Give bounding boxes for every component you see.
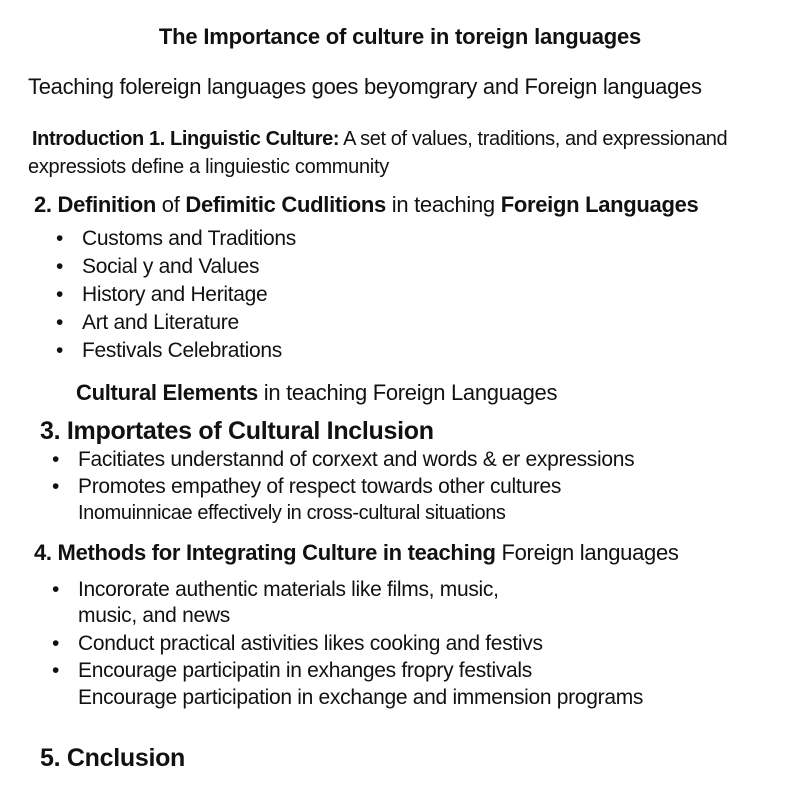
intro-line: [32, 128, 727, 151]
list-item-text: Festivals Celebrations: [82, 339, 282, 362]
list-item: [52, 578, 752, 604]
list-item-text: Social y and Values: [82, 255, 260, 278]
intro-heading: Introduction 1. Linguistic Culture:: [32, 128, 340, 150]
list-item: [56, 339, 296, 367]
bullet-icon: •: [52, 578, 60, 601]
bullet-icon: •: [52, 448, 60, 471]
section-2-number: 2. Definition: [34, 192, 156, 217]
list-item: [52, 632, 752, 659]
bullet-icon: •: [52, 632, 60, 655]
bullet-icon: •: [56, 339, 64, 362]
list-item: [56, 311, 296, 339]
list-item: [52, 475, 634, 502]
list-item-text: Encourage participation in exchange and immension programs: [78, 686, 644, 709]
cultural-elements-term: Cultural Elements: [76, 380, 258, 405]
list-item: [52, 659, 752, 686]
page-title: The Importance of culture in toreign languages: [158, 24, 642, 49]
section-2-context: in teaching: [385, 192, 501, 217]
subtitle: Teaching folereign languages goes beyomgrary and Foreign languages: [28, 74, 702, 99]
list-item-text: Facitiates understannd of corxext and words & er expressions: [78, 448, 635, 471]
section-4-subject: Foreign languages: [495, 540, 679, 565]
section-4-title: 4. Methods for Integrating Culture in teaching: [34, 540, 496, 565]
list-item-text: music, and news: [78, 604, 230, 627]
list-item-text: Encourage participatin in exhanges fropry festivals: [78, 659, 532, 682]
list-item-text: Conduct practical astivities likes cooking and festivs: [78, 632, 543, 655]
section-2-term: Defimitic Cudlitions: [185, 192, 386, 217]
section-4-heading: [34, 540, 679, 566]
list-item: [56, 255, 296, 283]
intro-continuation: expressiots define a linguiestic community: [28, 156, 389, 178]
list-item: [56, 227, 296, 255]
list-item-text: Incororate authentic materials like films, music,: [78, 578, 499, 601]
section-3-continuation: Inomuinnicae effectively in cross-cultural situations: [78, 502, 506, 524]
section-2-heading: [34, 192, 699, 218]
section-2-list: [56, 227, 296, 367]
list-item-continuation: [52, 604, 752, 632]
bullet-icon: •: [56, 283, 64, 306]
bullet-icon: •: [52, 659, 60, 682]
intro-text: A set of values, traditions, and expressionand: [339, 128, 728, 150]
section-4-list: [52, 578, 752, 713]
cultural-elements-text: in teaching Foreign Languages: [257, 380, 558, 405]
section-2-subject: Foreign Languages: [500, 192, 699, 217]
list-item-text: Customs and Traditions: [82, 227, 297, 250]
list-item-text: History and Heritage: [82, 283, 268, 306]
list-item-continuation: [52, 686, 752, 713]
list-item-text: Promotes empathey of respect towards other cultures: [78, 475, 562, 498]
list-item-text: Art and Literature: [82, 311, 239, 334]
bullet-icon: •: [56, 255, 64, 278]
section-5-heading: 5. Cnclusion: [40, 744, 186, 772]
bullet-icon: •: [52, 475, 60, 498]
bullet-icon: •: [56, 311, 64, 334]
section-3-heading: 3. Importates of Cultural Inclusion: [40, 417, 434, 445]
list-item: [56, 283, 296, 311]
bullet-icon: •: [56, 227, 64, 250]
cultural-elements-heading: [76, 380, 557, 406]
list-item: [52, 448, 634, 475]
section-2-connector: of: [156, 192, 186, 217]
section-3-list: [52, 448, 634, 502]
